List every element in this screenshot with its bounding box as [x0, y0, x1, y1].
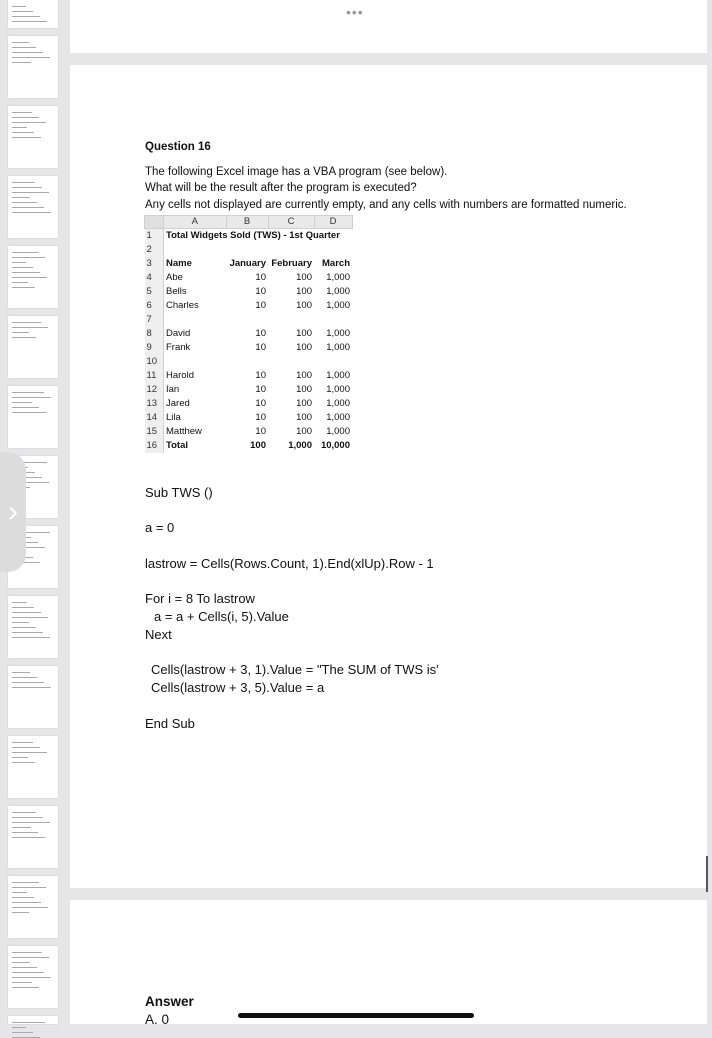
- sheet-row: [145, 369, 353, 383]
- column-header: A: [164, 216, 227, 229]
- thumbnail-text-line: [12, 672, 30, 673]
- more-options-icon[interactable]: •••: [346, 4, 364, 20]
- thumbnail-text-line: [12, 827, 31, 828]
- thumbnail-text-line: [12, 57, 50, 58]
- cell-col-d: 1,000: [326, 412, 350, 423]
- cell-col-a: [164, 313, 227, 327]
- thumbnail-text-line: [12, 137, 41, 138]
- thumbnail-text-line: [12, 907, 48, 908]
- cell-col-d: 1,000: [326, 426, 350, 437]
- page-thumbnail[interactable]: [8, 736, 58, 798]
- row-number: 6: [145, 299, 164, 313]
- sheet-row: [145, 397, 353, 411]
- column-header: C: [268, 216, 314, 229]
- code-line: Cells(lastrow + 3, 5).Value = a: [151, 680, 325, 695]
- thumbnail-text-line: [12, 972, 44, 973]
- cell-col-c: [268, 355, 314, 369]
- thumbnail-text-line: [12, 622, 29, 623]
- thumbnail-text-line: [12, 117, 39, 118]
- cell-col-b: 10: [255, 300, 266, 311]
- code-line: End Sub: [145, 716, 195, 731]
- thumbnail-text-line: [12, 897, 34, 898]
- column-header-row: [145, 216, 353, 229]
- sheet-row: [145, 243, 353, 257]
- thumbnail-text-line: [12, 187, 42, 188]
- page-thumbnail[interactable]: [8, 0, 58, 28]
- thumbnail-text-line: [12, 832, 38, 833]
- cell-col-d: [314, 355, 352, 369]
- cell-col-c: 100: [296, 328, 312, 339]
- code-line: For i = 8 To lastrow: [145, 591, 255, 606]
- cell-col-b: 10: [255, 426, 266, 437]
- sheet-row: [145, 299, 353, 313]
- row-number: 14: [145, 411, 164, 425]
- thumbnail-text-line: [12, 752, 47, 753]
- thumbnail-text-line: [12, 327, 48, 328]
- question-text-line: What will be the result after the program is executed?: [145, 182, 417, 194]
- thumbnail-text-line: [12, 262, 26, 263]
- cell-col-c: 100: [296, 272, 312, 283]
- thumbnail-text-line: [12, 337, 36, 338]
- cell-col-d: [314, 243, 352, 257]
- home-indicator[interactable]: [238, 1013, 474, 1018]
- thumbnail-text-line: [12, 21, 47, 22]
- cell-col-a: Frank: [166, 342, 191, 353]
- page-thumbnail[interactable]: [8, 946, 58, 1008]
- thumbnail-text-line: [12, 1022, 45, 1023]
- cell-col-b: 10: [255, 370, 266, 381]
- thumbnail-text-line: [12, 747, 40, 748]
- thumbnail-text-line: [12, 257, 45, 258]
- code-line: a = a + Cells(i, 5).Value: [154, 609, 289, 624]
- thumbnail-text-line: [12, 882, 39, 883]
- question-text-line: Any cells not displayed are currently empty, and any cells with numbers are formatted numeric.: [145, 199, 627, 211]
- cell-col-c: [268, 243, 314, 257]
- thumbnail-text-line: [12, 637, 50, 638]
- cell-col-b: 10: [255, 286, 266, 297]
- cell-col-d: 1,000: [326, 398, 350, 409]
- cell-col-a: Charles: [166, 300, 199, 311]
- question-title: Question 16: [145, 141, 211, 153]
- cell-col-a: Total Widgets Sold (TWS) - 1st Quarter: [164, 229, 353, 244]
- row-number: 2: [145, 243, 164, 257]
- thumbnail-text-line: [12, 332, 29, 333]
- row-number: 12: [145, 383, 164, 397]
- cell-col-a: Total: [166, 440, 188, 451]
- thumbnail-text-line: [12, 287, 35, 288]
- cell-col-d: 1,000: [326, 286, 350, 297]
- sheet-row: [145, 229, 353, 244]
- cell-col-a: Bells: [166, 286, 187, 297]
- thumbnail-text-line: [12, 182, 35, 183]
- excel-sheet-image: [144, 215, 353, 453]
- thumbnail-text-line: [12, 402, 32, 403]
- thumbnail-text-line: [12, 42, 29, 43]
- sheet-row: [145, 425, 353, 439]
- thumbnail-text-line: [12, 912, 29, 913]
- thumbnail-text-line: [12, 987, 39, 988]
- page-thumbnail[interactable]: [8, 316, 58, 378]
- row-number: 4: [145, 271, 164, 285]
- thumbnail-text-line: [12, 397, 51, 398]
- sheet-row: [145, 355, 353, 369]
- page-thumbnail[interactable]: [8, 666, 58, 728]
- cell-col-c: 100: [296, 286, 312, 297]
- cell-col-a: Lila: [166, 412, 181, 423]
- thumbnail-text-line: [12, 742, 33, 743]
- thumbnail-text-line: [12, 62, 31, 63]
- thumbnail-text-line: [12, 887, 46, 888]
- cell-col-b: 10: [255, 398, 266, 409]
- cell-col-a: Abe: [166, 272, 183, 283]
- cell-col-c: 100: [296, 300, 312, 311]
- row-number: 7: [145, 313, 164, 327]
- thumbnail-text-line: [12, 47, 36, 48]
- thumbnail-text-line: [12, 392, 44, 393]
- cell-col-d: 1,000: [326, 328, 350, 339]
- thumbnail-text-line: [12, 192, 49, 193]
- thumbnail-text-line: [12, 952, 42, 953]
- cell-col-d: 1,000: [326, 300, 350, 311]
- row-number: 8: [145, 327, 164, 341]
- cell-col-d: 1,000: [326, 342, 350, 353]
- cell-col-b: 10: [255, 342, 266, 353]
- sheet-row: [145, 257, 353, 271]
- row-number: 5: [145, 285, 164, 299]
- thumbnail-text-line: [12, 6, 26, 7]
- question-text-line: The following Excel image has a VBA program (see below).: [145, 166, 448, 178]
- cell-col-a: [164, 355, 227, 369]
- sheet-row: [145, 313, 353, 327]
- sheet-row: [145, 411, 353, 425]
- thumbnail-text-line: [12, 977, 51, 978]
- page-thumbnail[interactable]: [8, 386, 58, 448]
- cell-col-d: 10,000: [320, 440, 350, 451]
- sheet-row: [145, 439, 353, 453]
- cell-col-a: David: [166, 328, 191, 339]
- thumbnail-text-line: [12, 16, 40, 17]
- thumbnail-text-line: [12, 132, 34, 133]
- cell-col-c: 100: [296, 342, 312, 353]
- row-number: 16: [145, 439, 164, 453]
- thumbnail-text-line: [12, 617, 48, 618]
- thumbnail-text-line: [12, 612, 41, 613]
- cell-col-b: 10: [255, 384, 266, 395]
- cell-col-b: 10: [255, 328, 266, 339]
- sheet-row: [145, 271, 353, 285]
- cell-col-c: February: [271, 258, 312, 269]
- thumbnail-text-line: [12, 212, 51, 213]
- cell-col-c: 100: [296, 384, 312, 395]
- cell-col-d: March: [322, 258, 350, 269]
- page-thumbnail[interactable]: [8, 806, 58, 868]
- cell-col-c: 1,000: [288, 440, 312, 451]
- code-line: lastrow = Cells(Rows.Count, 1).End(xlUp).Row - 1: [145, 556, 434, 571]
- thumbnail-text-line: [12, 632, 43, 633]
- page-thumbnail[interactable]: [8, 36, 58, 98]
- page-thumbnail[interactable]: [8, 106, 58, 168]
- select-all-corner: [145, 216, 164, 229]
- sheet-row: [145, 341, 353, 355]
- thumbnail-text-line: [12, 1032, 33, 1033]
- cell-col-b: [226, 313, 268, 327]
- thumbnail-text-line: [12, 892, 27, 893]
- column-header: B: [226, 216, 268, 229]
- row-number: 15: [145, 425, 164, 439]
- row-number: 9: [145, 341, 164, 355]
- row-number: 3: [145, 257, 164, 271]
- sheet-row: [145, 327, 353, 341]
- cell-col-c: 100: [296, 398, 312, 409]
- row-number: 11: [145, 369, 164, 383]
- thumbnail-text-line: [12, 267, 33, 268]
- cell-col-c: 100: [296, 426, 312, 437]
- thumbnail-text-line: [12, 207, 44, 208]
- thumbnail-text-line: [12, 967, 37, 968]
- page-thumbnail[interactable]: [8, 246, 58, 308]
- cell-col-a: Ian: [166, 384, 180, 395]
- thumbnail-text-line: [12, 252, 38, 253]
- sidebar-toggle-chevron-icon[interactable]: ›: [0, 452, 26, 572]
- cell-col-c: 100: [296, 412, 312, 423]
- cell-col-c: [268, 313, 314, 327]
- thumbnail-text-line: [12, 277, 47, 278]
- thumbnail-text-line: [12, 957, 49, 958]
- page-question-16: [70, 65, 707, 888]
- thumbnail-text-line: [12, 902, 41, 903]
- row-number: 13: [145, 397, 164, 411]
- thumbnail-text-line: [12, 627, 36, 628]
- scrollbar-thumb[interactable]: [706, 856, 708, 892]
- code-line: a = 0: [145, 520, 175, 535]
- cell-col-a: Harold: [166, 370, 194, 381]
- thumbnail-text-line: [12, 272, 40, 273]
- thumbnail-text-line: [12, 122, 46, 123]
- page-thumbnail[interactable]: [8, 176, 58, 238]
- page-thumbnail[interactable]: [8, 876, 58, 938]
- cell-col-b: 10: [255, 272, 266, 283]
- thumbnail-text-line: [12, 282, 28, 283]
- thumbnail-text-line: [12, 982, 32, 983]
- thumbnail-text-line: [12, 762, 35, 763]
- thumbnail-text-line: [12, 407, 39, 408]
- answer-option-a: A. 0: [145, 1012, 170, 1027]
- thumbnail-text-line: [12, 962, 30, 963]
- thumbnail-text-line: [12, 822, 50, 823]
- code-line: Next: [145, 627, 172, 642]
- thumbnail-text-line: [12, 677, 37, 678]
- cell-col-d: 1,000: [326, 370, 350, 381]
- row-number: 1: [145, 229, 164, 244]
- thumbnail-text-line: [12, 11, 33, 12]
- page-thumbnail[interactable]: [8, 1016, 58, 1024]
- thumbnail-text-line: [12, 197, 30, 198]
- column-header: D: [314, 216, 352, 229]
- page-thumbnail[interactable]: [8, 596, 58, 658]
- cell-col-a: Name: [166, 258, 192, 269]
- thumbnail-text-line: [12, 202, 37, 203]
- cell-col-b: 100: [250, 440, 266, 451]
- cell-col-c: 100: [296, 370, 312, 381]
- thumbnail-text-line: [12, 412, 46, 413]
- answer-heading: Answer: [145, 994, 194, 1009]
- thumbnail-text-line: [12, 757, 28, 758]
- thumbnail-text-line: [12, 682, 44, 683]
- cell-col-b: 10: [255, 412, 266, 423]
- page-answer: [70, 900, 707, 1027]
- cell-col-d: 1,000: [326, 384, 350, 395]
- cell-col-b: [226, 355, 268, 369]
- code-line: Sub TWS (): [145, 485, 213, 500]
- thumbnail-text-line: [12, 1027, 26, 1028]
- thumbnail-text-line: [12, 812, 36, 813]
- cell-col-a: Matthew: [166, 426, 202, 437]
- thumbnail-text-line: [12, 112, 32, 113]
- row-number: 10: [145, 355, 164, 369]
- thumbnail-text-line: [12, 52, 43, 53]
- sheet-row: [145, 383, 353, 397]
- sheet-row: [145, 285, 353, 299]
- cell-col-b: [226, 243, 268, 257]
- thumbnail-text-line: [12, 837, 45, 838]
- thumbnail-text-line: [12, 687, 51, 688]
- thumbnail-text-line: [12, 607, 34, 608]
- cell-col-a: [164, 243, 227, 257]
- cell-col-b: January: [229, 258, 266, 269]
- thumbnail-text-line: [12, 322, 41, 323]
- thumbnail-text-line: [12, 602, 27, 603]
- cell-col-d: [314, 313, 352, 327]
- cell-col-a: Jared: [166, 398, 190, 409]
- code-line: Cells(lastrow + 3, 1).Value = "The SUM of TWS is': [151, 662, 439, 677]
- cell-col-d: 1,000: [326, 272, 350, 283]
- thumbnail-text-line: [12, 127, 27, 128]
- page-previous: [70, 0, 707, 53]
- thumbnail-text-line: [12, 817, 43, 818]
